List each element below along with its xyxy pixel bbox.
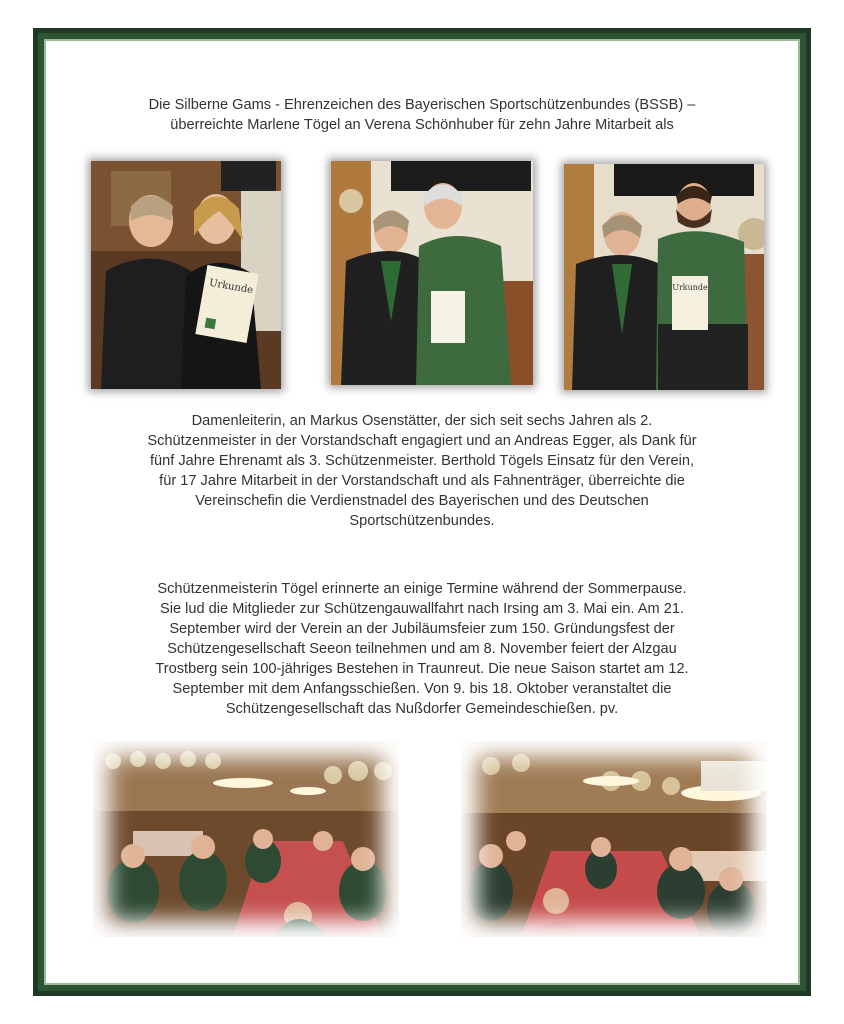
middle-line: Vereinschefin die Verdienstnadel des Bayerischen und des Deutschen: [195, 493, 649, 509]
page-content: [44, 39, 800, 985]
closing-line: Sie lud die Mitglieder zur Schützengauwallfahrt nach Irsing am 3. Mai ein. Am 21.: [159, 601, 685, 617]
closing-line: Trostberg sein 100-jähriges Bestehen in Traunreut. Die neue Saison startet am 12.: [155, 661, 689, 677]
closing-line: September mit dem Anfangsschießen. Von 9. bis 18. Oktober veranstaltet die: [172, 681, 672, 697]
middle-line: Damenleiterin, an Markus Osenstätter, der sich seit sechs Jahren als 2.: [191, 413, 653, 429]
photo-meeting-right: [461, 741, 767, 937]
closing-paragraph: [86, 579, 758, 719]
middle-line: Sportschützenbundes.: [349, 513, 495, 529]
middle-line: fünf Jahre Ehrenamt als 3. Schützenmeister. Berthold Tögels Einsatz für den Verein,: [149, 453, 695, 469]
certificate-title: Urkunde: [672, 283, 708, 292]
photo-award-andreas: [564, 164, 764, 390]
intro-line: Die Silberne Gams - Ehrenzeichen des Bayerischen Sportschützenbundes (BSSB) –: [148, 97, 696, 113]
closing-line: Schützenmeisterin Tögel erinnerte an einige Termine während der Sommerpause.: [157, 581, 687, 597]
middle-line: Schützenmeister in der Vorstandschaft engagiert und an Andreas Egger, als Dank für: [147, 433, 697, 449]
certificate-title: Urkunde: [208, 277, 254, 297]
middle-paragraph: [86, 411, 758, 531]
closing-line: Schützengesellschaft das Nußdorfer Gemeindeschießen. pv.: [225, 701, 619, 717]
photo-award-verena: [91, 161, 281, 389]
intro-line: überreichte Marlene Tögel an Verena Schönhuber für zehn Jahre Mitarbeit als: [170, 117, 674, 133]
intro-paragraph: [86, 95, 758, 135]
photo-meeting-left: [93, 741, 399, 937]
closing-line: September wird der Verein an der Jubiläumsfeier zum 150. Gründungsfest der: [169, 621, 675, 637]
closing-line: Schützengesellschaft Seeon teilnehmen und am 8. November feiert der Alzgau: [167, 641, 677, 657]
page-frame: [33, 28, 811, 996]
middle-line: für 17 Jahre Mitarbeit in der Vorstandschaft und als Fahnenträger, überreichte die: [159, 473, 685, 489]
photo-award-markus: [331, 161, 533, 385]
